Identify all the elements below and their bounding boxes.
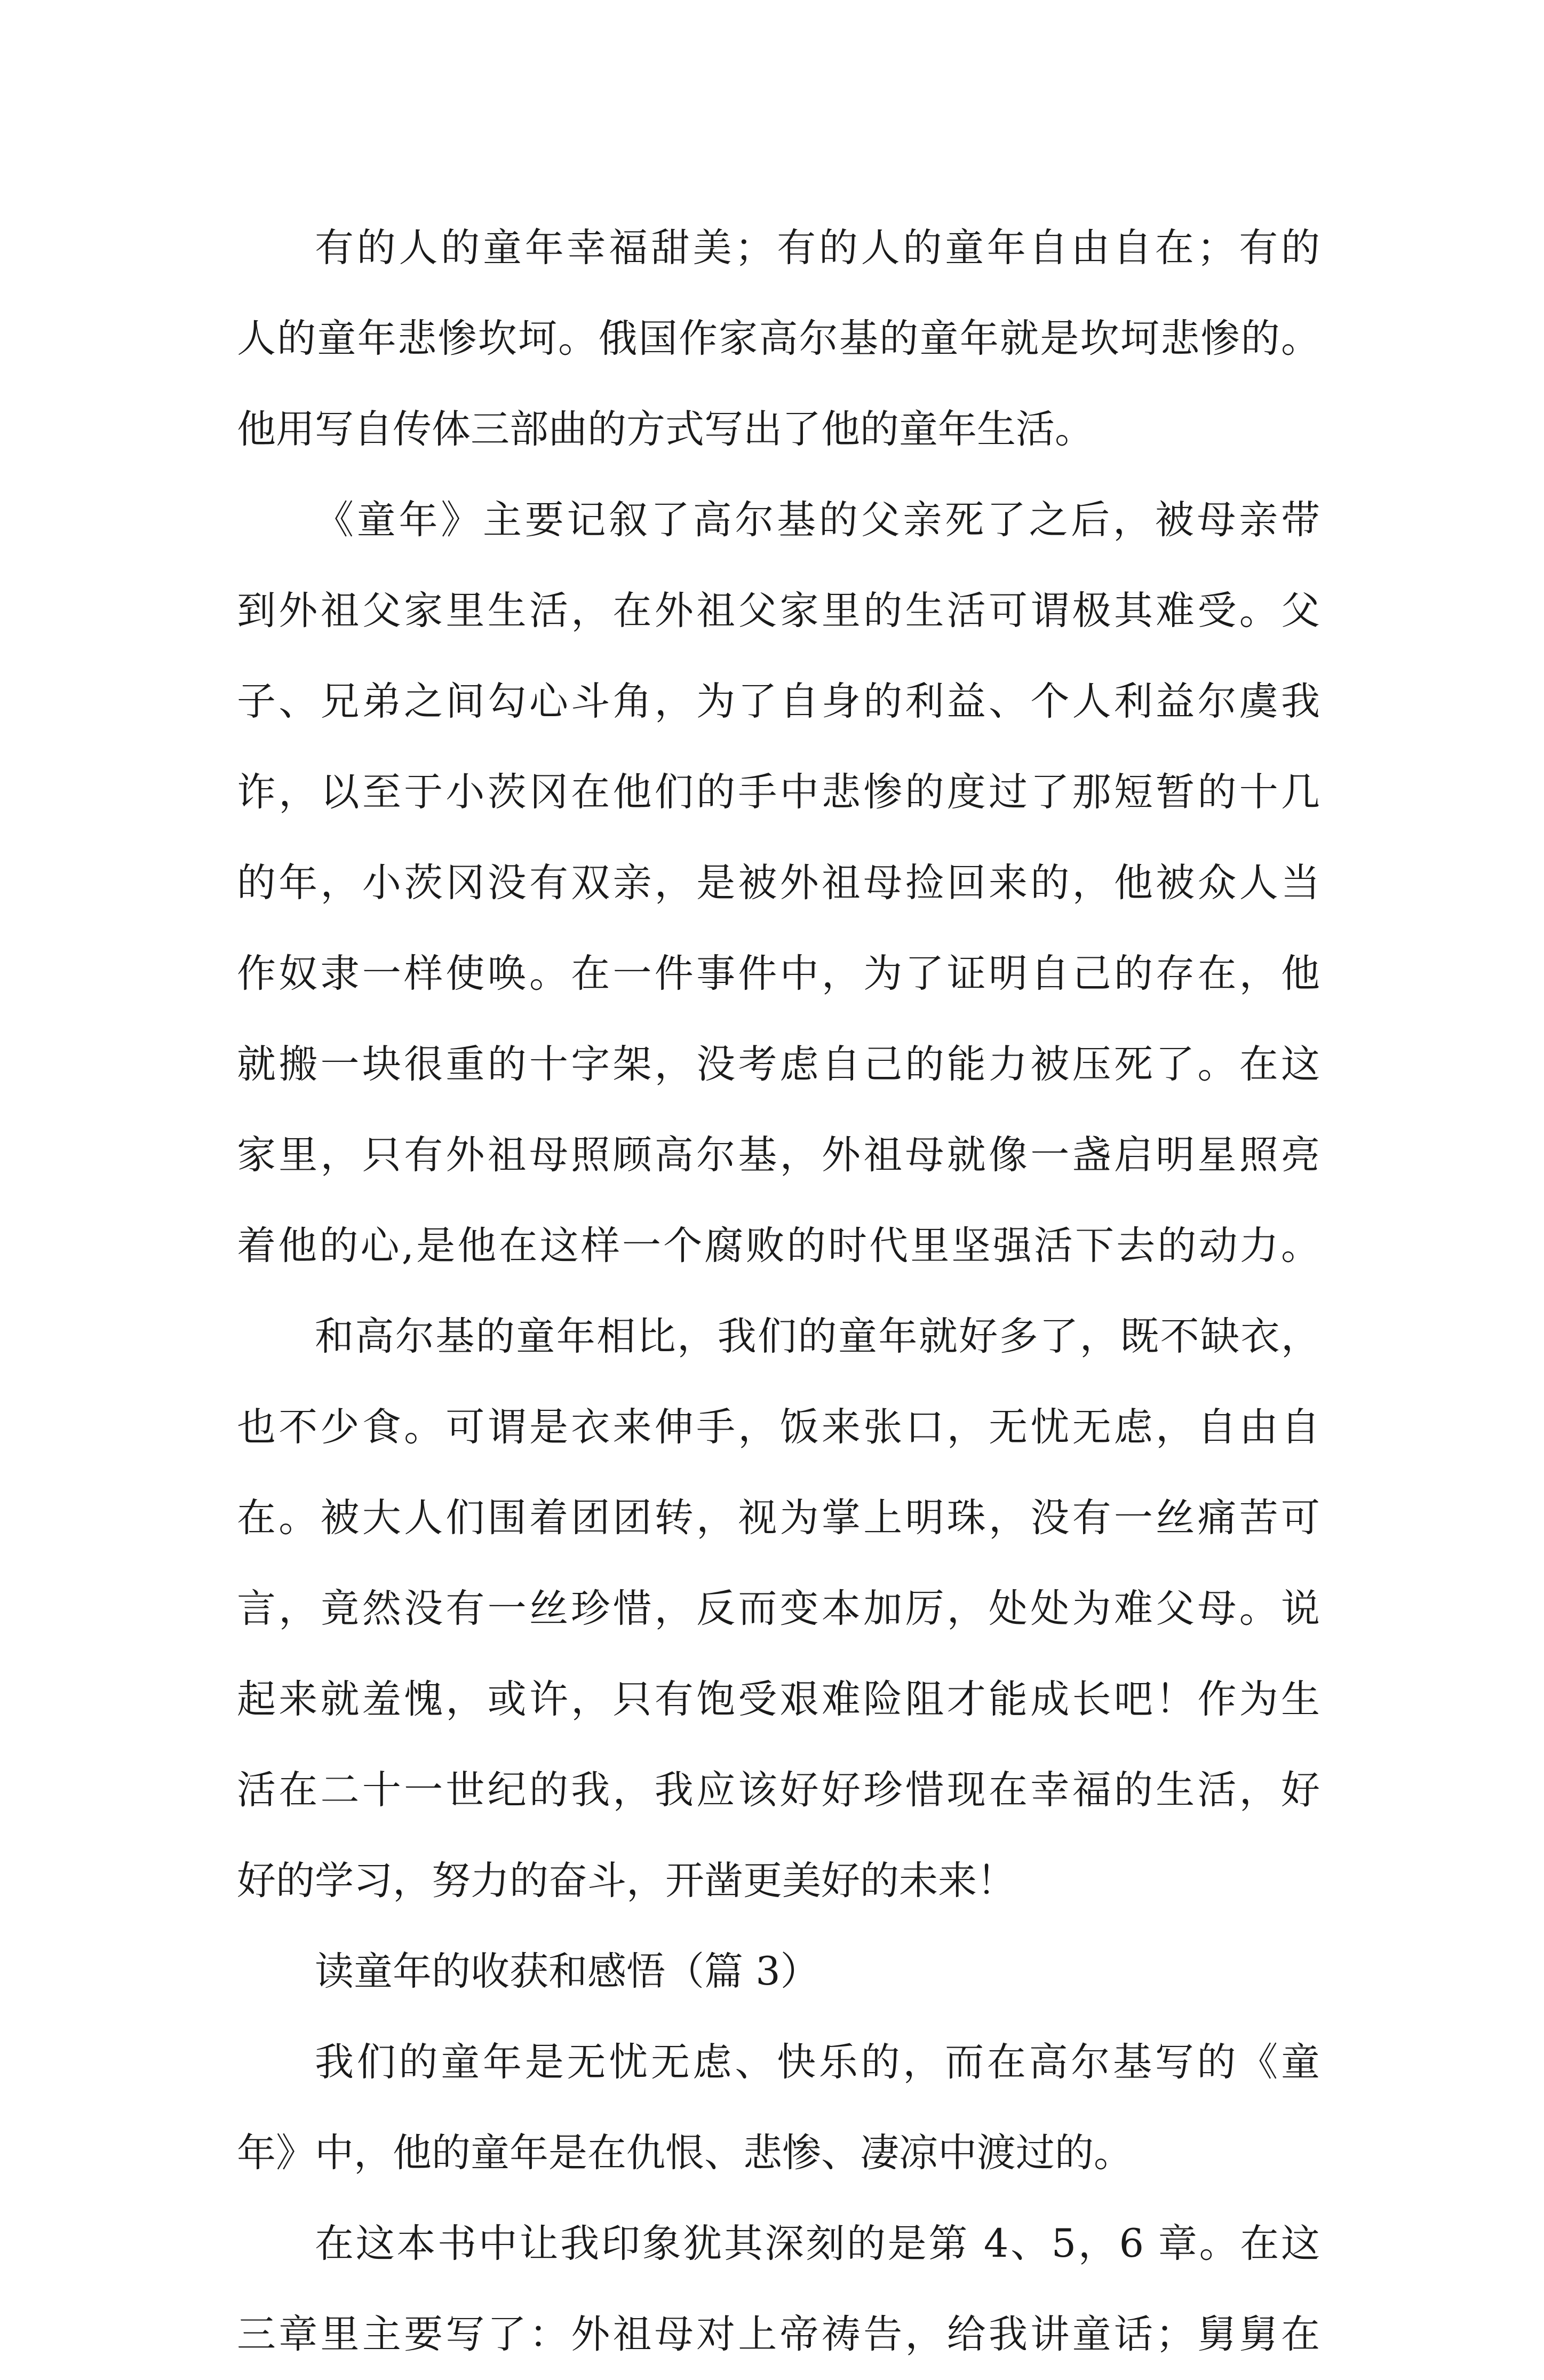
text-line: 到外祖父家里生活，在外祖父家里的生活可谓极其难受。父	[237, 588, 1320, 633]
text-line: 在。被大人们围着团团转，视为掌上明珠，没有一丝痛苦可	[237, 1495, 1320, 1541]
text-line: 作奴隶一样使唤。在一件事件中，为了证明自己的存在，他	[237, 951, 1320, 996]
text-line: 人的童年悲惨坎坷。俄国作家高尔基的童年就是坎坷悲惨的。	[237, 316, 1320, 361]
text-line: 家里，只有外祖母照顾高尔基，外祖母就像一盏启明星照亮	[237, 1132, 1320, 1178]
section-heading: 读童年的收获和感悟（篇 3）	[315, 1949, 819, 1994]
text-line: 也不少食。可谓是衣来伸手，饭来张口，无忧无虑，自由自	[237, 1405, 1320, 1450]
text-line: 有的人的童年幸福甜美；有的人的童年自由自在；有的	[315, 225, 1320, 271]
text-line: 活在二十一世纪的我，我应该好好珍惜现在幸福的生活，好	[237, 1767, 1320, 1813]
text-line: 就搬一块很重的十字架，没考虑自己的能力被压死了。在这	[237, 1042, 1320, 1087]
text-line: 我们的童年是无忧无虑、快乐的，而在高尔基写的《童	[315, 2040, 1320, 2085]
text-line: 和高尔基的童年相比，我们的童年就好多了，既不缺衣，	[315, 1314, 1320, 1359]
text-line: 着他的心,是他在这样一个腐败的时代里坚强活下去的动力。	[237, 1223, 1320, 1268]
text-line: 他用写自传体三部曲的方式写出了他的童年生活。	[237, 407, 1094, 452]
text-line: 言，竟然没有一丝珍惜，反而变本加厉，处处为难父母。说	[237, 1586, 1320, 1631]
text-line: 的年，小茨冈没有双亲，是被外祖母捡回来的，他被众人当	[237, 860, 1320, 906]
text-line: 三章里主要写了：外祖母对上帝祷告，给我讲童话；舅舅在	[237, 2312, 1320, 2357]
text-line: 在这本书中让我印象犹其深刻的是第 4、5，6 章。在这	[315, 2221, 1320, 2266]
body-text	[237, 203, 1320, 2380]
text-line: 子、兄弟之间勾心斗角，为了自身的利益、个人利益尔虞我	[237, 679, 1320, 724]
text-line: 诈，以至于小茨冈在他们的手中悲惨的度过了那短暂的十几	[237, 769, 1320, 815]
text-line: 《童年》主要记叙了高尔基的父亲死了之后，被母亲带	[315, 497, 1320, 543]
text-line: 好的学习，努力的奋斗，开凿更美好的未来！	[237, 1858, 1016, 1903]
text-line: 年》中，他的童年是在仇恨、悲惨、凄凉中渡过的。	[237, 2130, 1133, 2176]
text-line: 起来就羞愧，或许，只有饱受艰难险阻才能成长吧！作为生	[237, 1677, 1320, 1722]
